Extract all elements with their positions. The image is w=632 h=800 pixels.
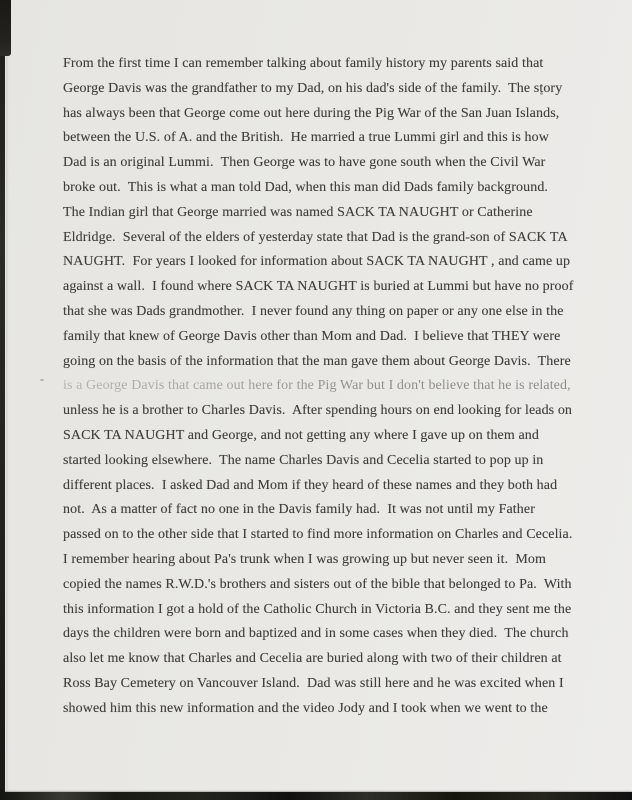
document-text (63, 52, 603, 722)
text-line: passed on to the other side that I started to find more information on Charles and Cecelia. (63, 527, 573, 543)
text-line: Eldridge. Several of the elders of yesterday state that Dad is the grand-son of SACK TA (63, 229, 568, 245)
text-line: going on the basis of the information that the man gave them about George Davis. There (63, 353, 571, 369)
text-line: SACK TA NAUGHT and George, and not getting any where I gave up on them and (63, 427, 539, 443)
text-line: is a George Davis that came out here for the Pig War but I don't believe that he is related, (63, 374, 603, 399)
text-line: I remember hearing about Pa's trunk when I was growing up but never seen it. Mom (63, 551, 547, 567)
text-line: NAUGHT. For years I looked for information about SACK TA NAUGHT , and came up (63, 254, 571, 270)
scan-speck (40, 379, 44, 381)
text-line: different places. I asked Dad and Mom if they heard of these names and they both had (63, 477, 558, 493)
text-line: broke out. This is what a man told Dad, when this man did Dads family background. (63, 179, 549, 195)
text-line: unless he is a brother to Charles Davis. After spending hours on end looking for leads on (63, 403, 573, 419)
text-line: showed him this new information and the video Jody and I took when we went to the (63, 700, 548, 716)
text-line: has always been that George come out here during the Pig War of the San Juan Islands, (63, 105, 560, 121)
text-line: George Davis was the grandfather to my Dad, on his dad's side of the family. The story (63, 80, 563, 96)
text-line: Dad is an original Lummi. Then George was to have gone south when the Civil War (63, 155, 546, 171)
text-line: that she was Dads grandmother. I never found any thing on paper or any one else in the (63, 303, 564, 319)
text-line: this information I got a hold of the Catholic Church in Victoria B.C. and they sent me the (63, 601, 572, 617)
text-line: between the U.S. of A. and the British. He married a true Lummi girl and this is how (63, 130, 549, 146)
text-line: From the first time I can remember talking about family history my parents said that (63, 56, 544, 71)
text-line: Ross Bay Cemetery on Vancouver Island. Dad was still here and he was excited when I (63, 675, 564, 691)
scan-edge-left-top (0, 0, 11, 56)
text-line: days the children were born and baptized and in some cases when they died. The church (63, 626, 569, 642)
text-line: copied the names R.W.D.'s brothers and sisters out of the bible that belonged to Pa. With (63, 576, 572, 592)
text-line: not. As a matter of fact no one in the Davis family had. It was not until my Father (63, 502, 535, 518)
text-line: started looking elsewhere. The name Charles Davis and Cecelia started to pop up in (63, 452, 544, 468)
text-line: The Indian girl that George married was named SACK TA NAUGHT or Catherine (63, 204, 533, 220)
text-line: family that knew of George Davis other than Mom and Dad. I believe that THEY were (63, 328, 561, 344)
text-line: also let me know that Charles and Cecelia are buried along with two of their children at (63, 651, 562, 667)
text-line: against a wall. I found where SACK TA NAUGHT is buried at Lummi but have no proof (63, 279, 574, 295)
scan-edge-bottom (0, 792, 632, 800)
scan-edge-left (0, 0, 5, 800)
